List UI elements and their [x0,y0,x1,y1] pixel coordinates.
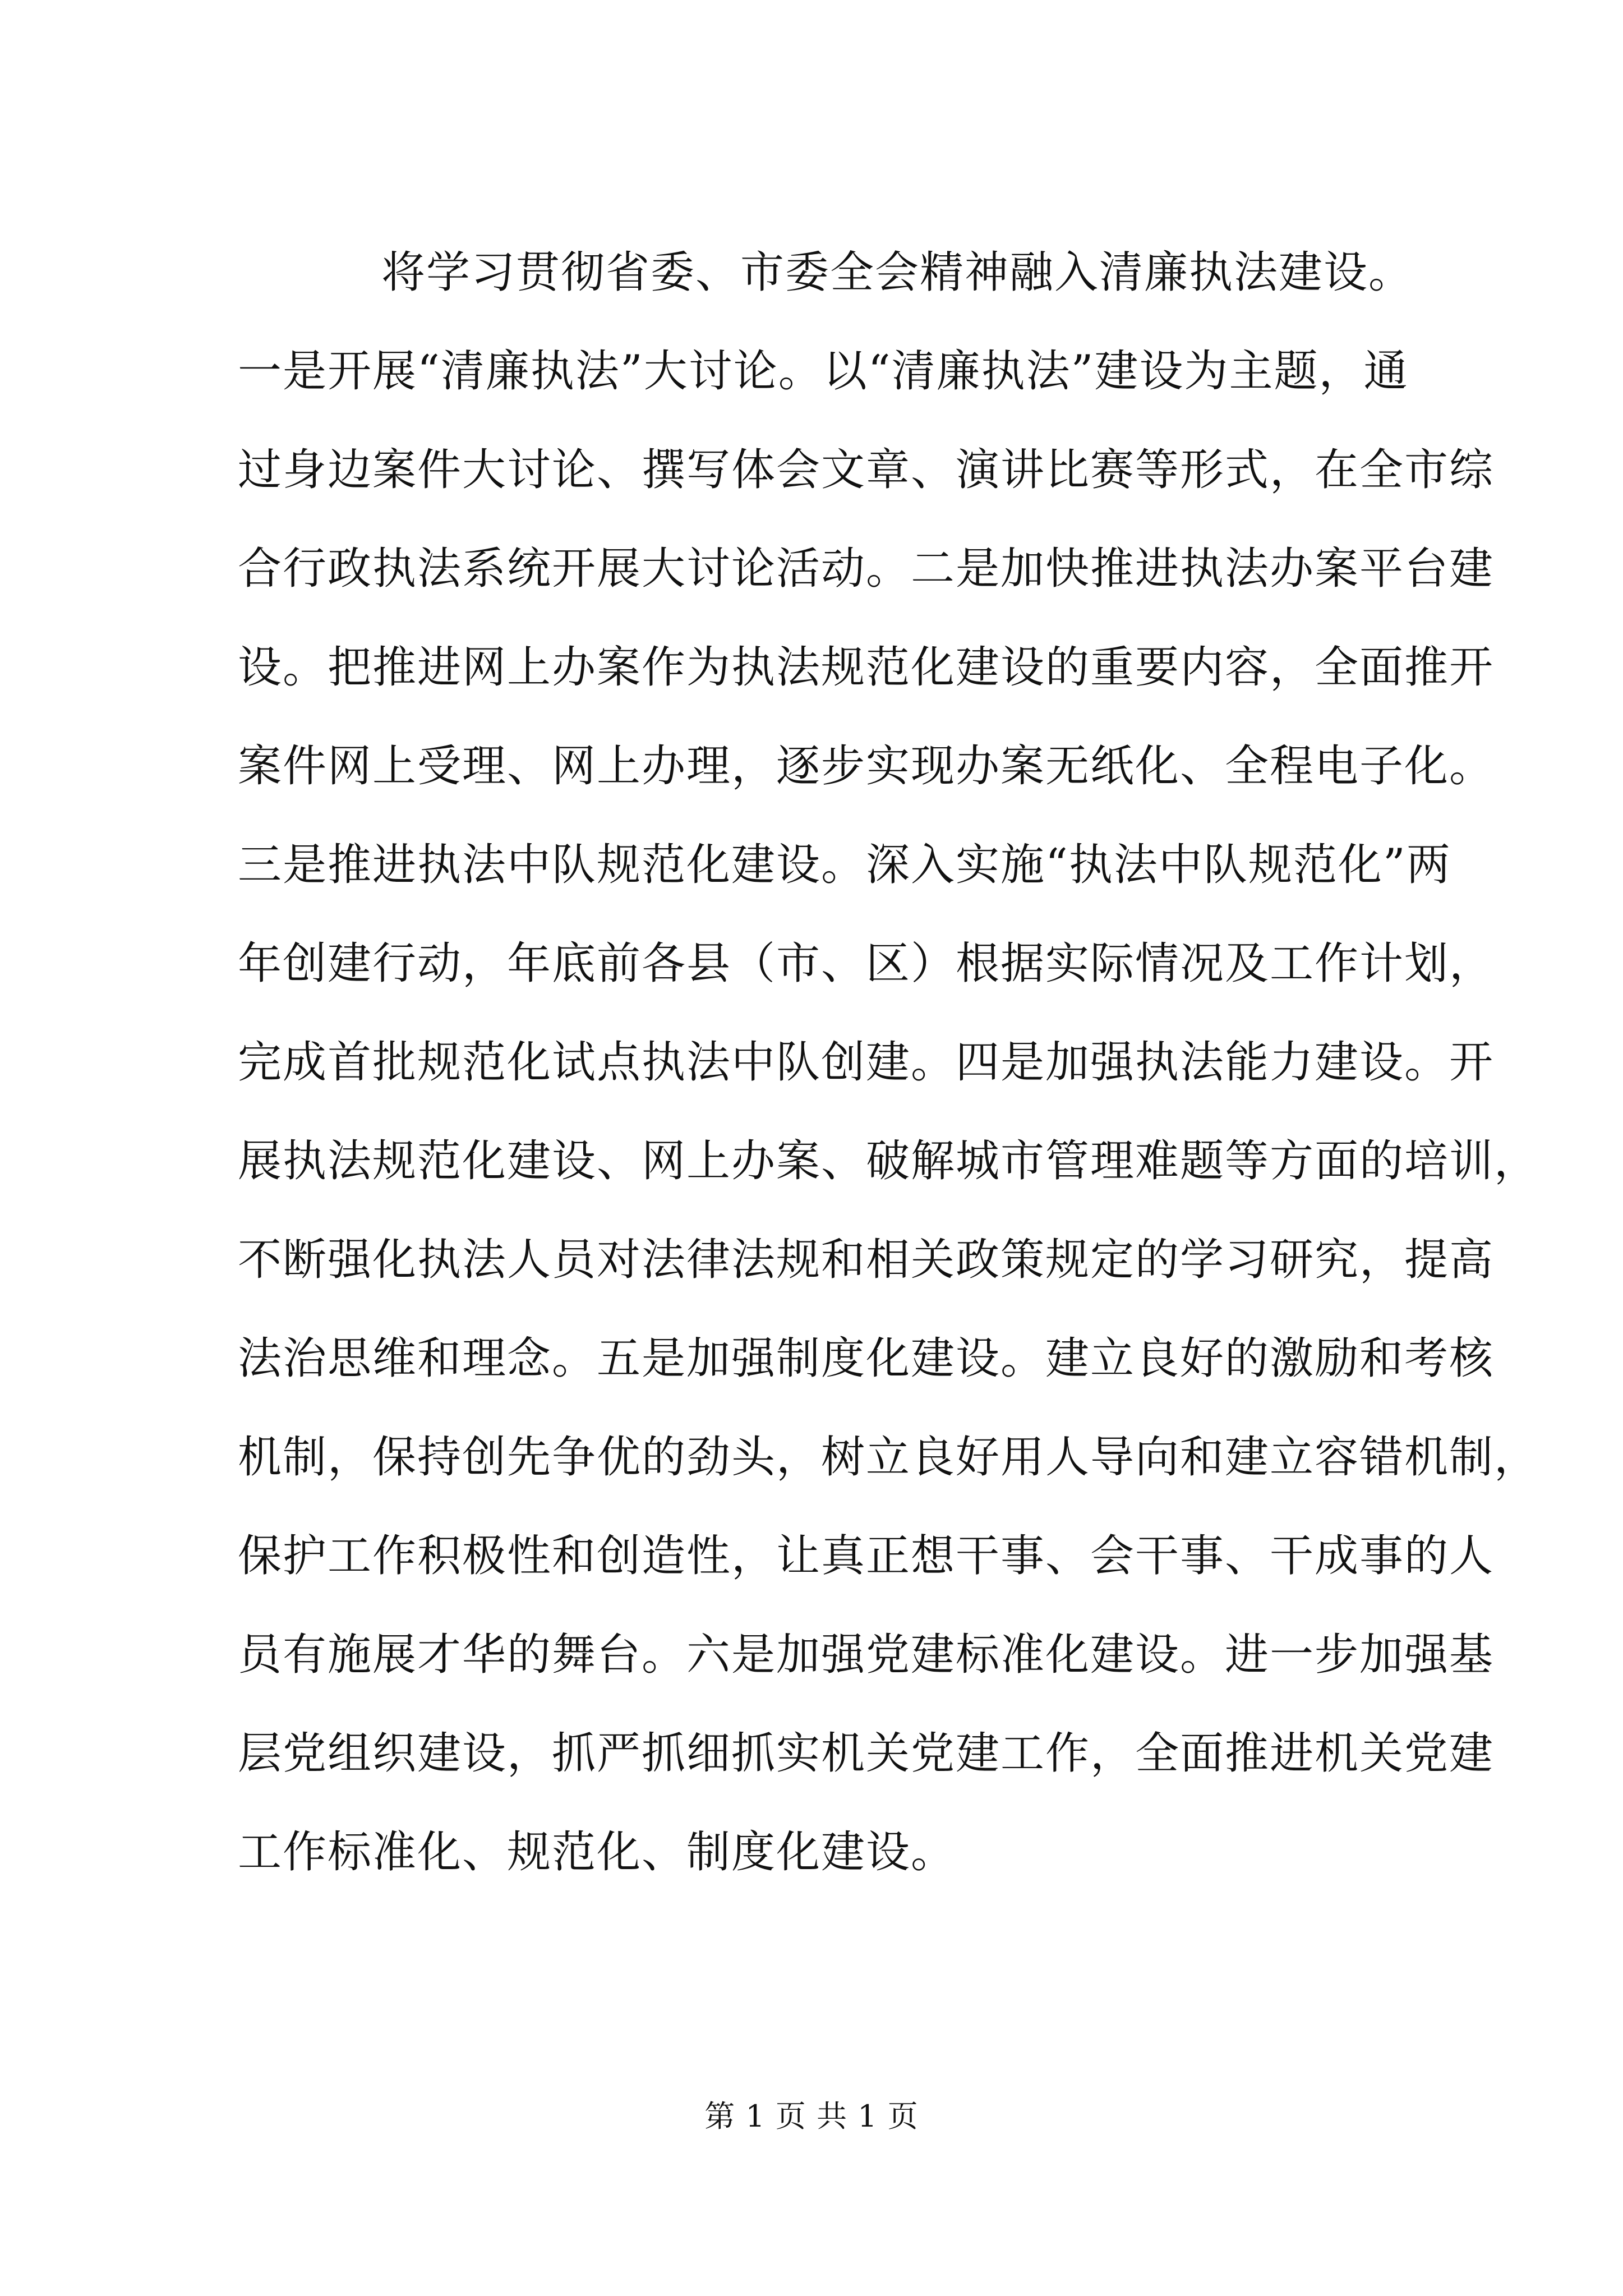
paragraph-line: 不断强化执法人员对法律法规和相关政策规定的学习研究，提高 [238,1235,1495,1285]
paragraph-line: 完成首批规范化试点执法中队创建。四是加强执法能力建设。开 [238,1037,1495,1088]
paragraph-line: 员有施展才华的舞台。六是加强党建标准化建设。进一步加强基 [238,1630,1495,1680]
paragraph-line: 保护工作积极性和创造性，让真正想干事、会干事、干成事的人 [238,1531,1495,1581]
paragraph-line: 合行政执法系统开展大讨论活动。二是加快推进执法办案平台建 [238,544,1495,594]
paragraph-line: 工作标准化、规范化、制度化建设。 [238,1827,956,1878]
paragraph-line: 年创建行动，年底前各县（市、区）根据实际情况及工作计划， [238,938,1495,989]
paragraph-line: 设。把推进网上办案作为执法规范化建设的重要内容，全面推开 [238,642,1495,693]
paragraph-line: 一是开展“清廉执法”大讨论。以“清廉执法”建设为主题，通 [238,346,1409,397]
page-number-footer: 第 1 页 共 1 页 [704,2099,919,2134]
paragraph-line: 层党组织建设，抓严抓细抓实机关党建工作，全面推进机关党建 [238,1728,1495,1779]
paragraph-line: 将学习贯彻省委、市委全会精神融入清廉执法建设。 [381,247,1414,298]
paragraph-line: 机制，保持创先争优的劲头，树立良好用人导向和建立容错机制， [238,1432,1539,1483]
body-paragraph [238,223,1539,1902]
paragraph-line: 法治思维和理念。五是加强制度化建设。建立良好的激励和考核 [238,1333,1495,1384]
paragraph-line: 展执法规范化建设、网上办案、破解城市管理难题等方面的培训， [238,1136,1539,1186]
paragraph-line: 案件网上受理、网上办理，逐步实现办案无纸化、全程电子化。 [238,741,1495,792]
paragraph-line: 过身边案件大讨论、撰写体会文章、演讲比赛等形式，在全市综 [238,445,1495,495]
paragraph-line: 三是推进执法中队规范化建设。深入实施“执法中队规范化”两 [238,840,1451,890]
